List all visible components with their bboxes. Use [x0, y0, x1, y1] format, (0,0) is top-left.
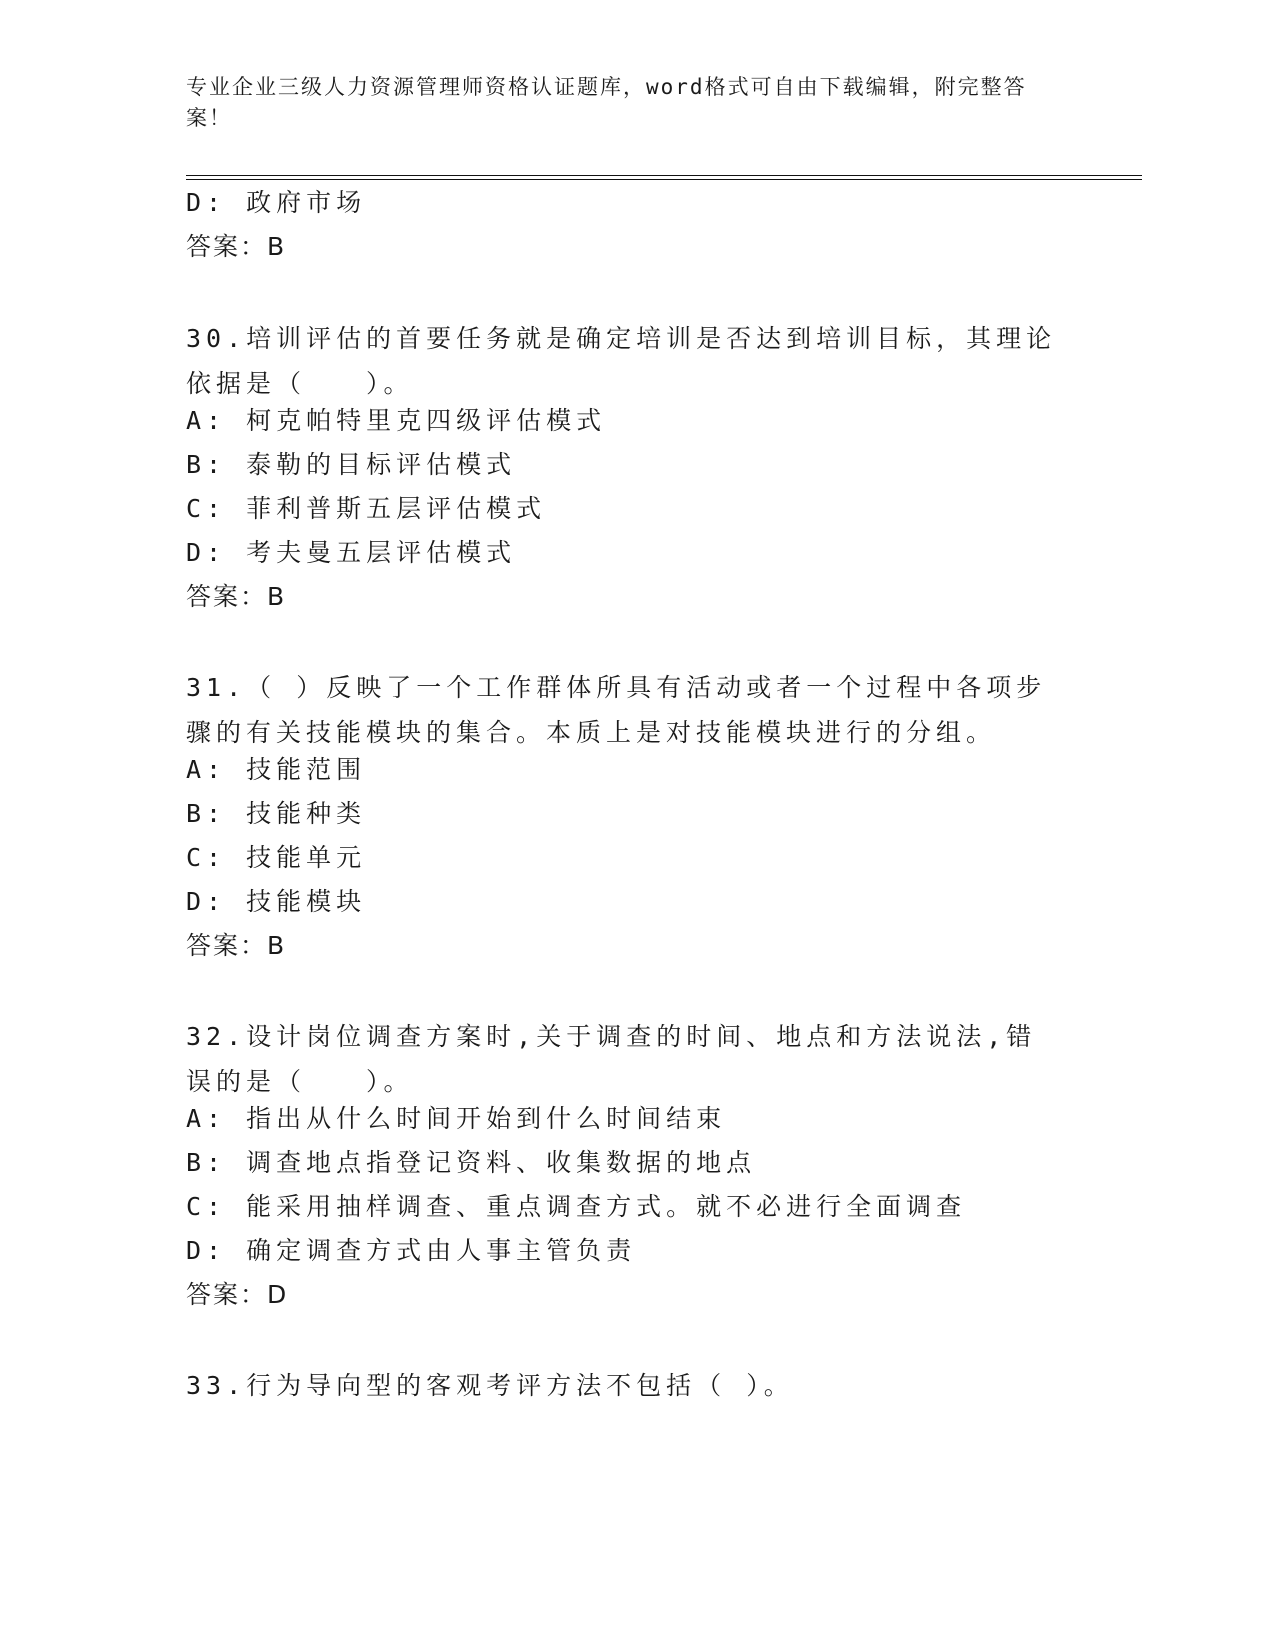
question-30-option-b: B: 泰勒的目标评估模式: [186, 450, 517, 479]
question-30-option-a: A: 柯克帕特里克四级评估模式: [186, 406, 607, 435]
question-31-answer: 答案：B: [186, 931, 287, 960]
question-30-option-c: C: 菲利普斯五层评估模式: [186, 494, 547, 523]
question-30-answer: 答案：B: [186, 582, 287, 611]
question-31-option-b: B: 技能种类: [186, 799, 367, 828]
header-divider: [186, 175, 1142, 180]
prev-option-d: D: 政府市场: [186, 188, 367, 217]
question-32-option-c: C: 能采用抽样调查、重点调查方式。就不必进行全面调查: [186, 1192, 967, 1221]
question-33-stem: 33.行为导向型的客观考评方法不包括（ ）。: [186, 1371, 794, 1400]
question-32-option-b: B: 调查地点指登记资料、收集数据的地点: [186, 1148, 757, 1177]
document-header: 专业企业三级人力资源管理师资格认证题库，word格式可自由下载编辑，附完整答案！: [186, 75, 1027, 130]
question-32-answer: 答案：D: [186, 1280, 289, 1309]
question-31-stem: 31.（ ）反映了一个工作群体所具有活动或者一个过程中各项步骤的有关技能模块的集合。本质上是对技能模块进行的分组。: [186, 673, 1047, 747]
question-30-stem: 30.培训评估的首要任务就是确定培训是否达到培训目标，其理论依据是（ ）。: [186, 324, 1057, 398]
question-31-option-a: A: 技能范围: [186, 755, 367, 784]
question-32-option-a: A: 指出从什么时间开始到什么时间结束: [186, 1104, 727, 1133]
prev-answer: 答案：B: [186, 232, 287, 261]
question-32-stem: 32.设计岗位调查方案时,关于调查的时间、地点和方法说法,错误的是（ ）。: [186, 1022, 1037, 1096]
question-32-option-d: D: 确定调查方式由人事主管负责: [186, 1236, 637, 1265]
question-31-option-d: D: 技能模块: [186, 887, 367, 916]
question-30-option-d: D: 考夫曼五层评估模式: [186, 538, 517, 567]
question-31-option-c: C: 技能单元: [186, 843, 367, 872]
